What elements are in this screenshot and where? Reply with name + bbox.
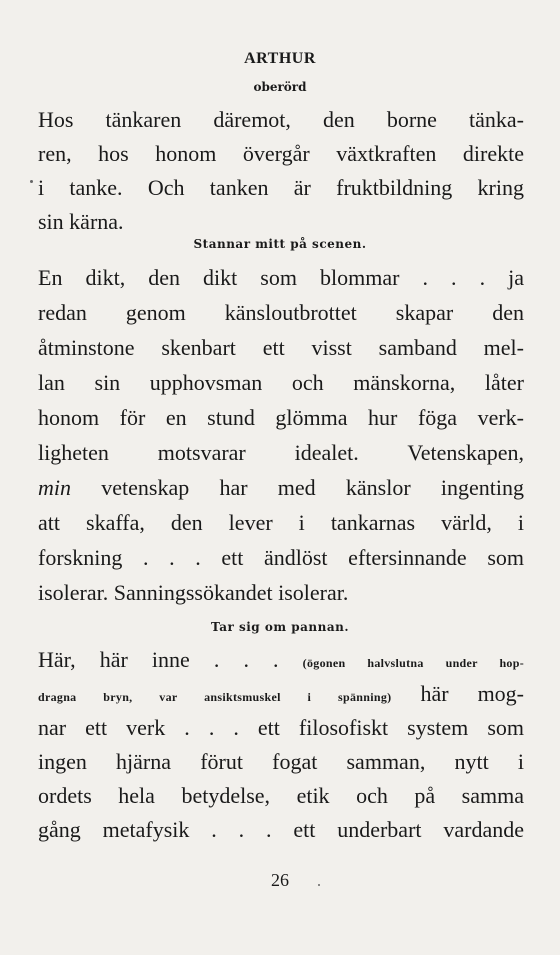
text-line: redan genom känsloutbrottet skapar den (38, 300, 524, 325)
paper-speck (30, 180, 33, 183)
inline-stage-direction: (ögonen halvslutna under hop- (302, 656, 524, 670)
page-number: 26 (271, 870, 289, 890)
text-line: ligheten motsvarar idealet. Vetenskapen, (38, 440, 524, 465)
paper-speck (318, 884, 320, 886)
text-line: sin kärna. (38, 209, 124, 234)
text-span: här mog- (420, 681, 525, 706)
text-line: En dikt, den dikt som blommar . . . ja (38, 265, 524, 290)
text-line: gång metafysik . . . ett underbart vardande (38, 817, 524, 842)
text-line: i tanke. Och tanken är fruktbildning kring (38, 175, 524, 200)
text-line: att skaffa, den lever i tankarnas värld, i (38, 510, 524, 535)
text-line: Hos tänkaren däremot, den borne tänka- (38, 107, 524, 132)
text-line: nar ett verk . . . ett filosofiskt system som (38, 715, 524, 740)
text-line: ordets hela betydelse, etik och på samma (38, 783, 524, 808)
stage-direction: oberörd (253, 80, 307, 94)
text-line: ren, hos honom övergår växtkraften direkte (38, 141, 524, 166)
speaker-name: ARTHUR (244, 50, 316, 67)
text-line: åtminstone skenbart ett visst samband mel- (38, 335, 524, 360)
text-line: honom för en stund glömma hur föga verk- (38, 405, 524, 430)
inline-stage-direction: dragna bryn, var ansiktsmuskel i spänning) (38, 690, 392, 704)
text-line: lan sin upphovsman och mänskorna, låter (38, 370, 524, 395)
text-line (38, 645, 524, 678)
stage-direction: Stannar mitt på scenen. (193, 237, 367, 251)
text-line: forskning . . . ett ändlöst eftersinnande som (38, 545, 524, 570)
text-line (38, 679, 524, 712)
text-line: ingen hjärna förut fogat samman, nytt i (38, 749, 524, 774)
text-span: vetenskap har med känslor ingenting (101, 475, 525, 500)
text-span: Här, här inne . . . (38, 647, 279, 672)
text-line: isolerar. Sanningssökandet isolerar. (38, 580, 349, 605)
stage-direction: Tar sig om pannan. (210, 620, 350, 634)
text-line (38, 473, 524, 503)
emphasis: min (38, 475, 71, 500)
